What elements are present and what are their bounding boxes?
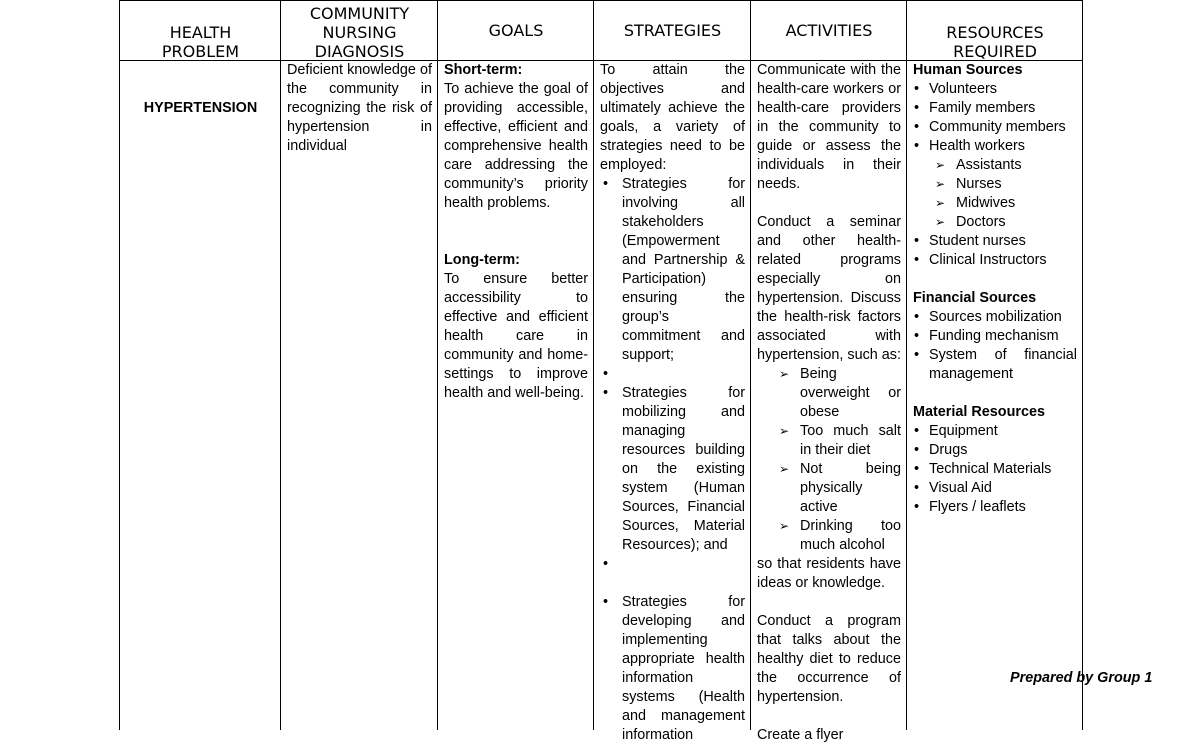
health-worker-item: ➢ Midwives bbox=[913, 194, 1077, 213]
header-text: ACTIVITIES bbox=[785, 21, 873, 40]
cell-goals bbox=[438, 61, 594, 403]
financial-sources-label: Financial Sources bbox=[913, 290, 1037, 306]
resource-item: • Sources mobilization bbox=[913, 308, 1077, 327]
cell-health-problem bbox=[120, 99, 281, 118]
resource-item: • Student nurses bbox=[913, 232, 1077, 251]
header-resources bbox=[907, 1, 1083, 60]
header-text: STRATEGIES bbox=[623, 21, 722, 40]
resource-item: • Family members bbox=[913, 99, 1077, 118]
long-term-label: Long-term: bbox=[444, 252, 520, 268]
header-activities bbox=[751, 1, 907, 60]
header-diagnosis bbox=[281, 1, 438, 60]
header-text: PROBLEM bbox=[161, 41, 240, 61]
risk-factor-item: ➢ Being overweight or obese bbox=[757, 365, 901, 422]
care-plan-table bbox=[119, 0, 1083, 743]
resource-item: • Equipment bbox=[913, 422, 1077, 441]
risk-factor-item: ➢ Drinking too much alcohol bbox=[757, 517, 901, 555]
resource-item: • Community members bbox=[913, 118, 1077, 137]
material-resources-label: Material Resources bbox=[913, 404, 1045, 420]
risk-factor-item: ➢ Too much salt in their diet bbox=[757, 422, 901, 460]
resource-item: • Funding mechanism bbox=[913, 327, 1077, 346]
diagnosis-text: Deficient knowledge of the community in recognizing the risk of hypertension in individual bbox=[287, 62, 432, 154]
resource-item: • Visual Aid bbox=[913, 479, 1077, 498]
spacer bbox=[600, 365, 745, 384]
strategy-item: • Strategies for involving all stakeholders (Empowerment and Partnership & Participation) ensuring the group’s commitment and support; bbox=[600, 175, 745, 365]
resource-item: • Clinical Instructors bbox=[913, 251, 1077, 270]
resource-item: • Flyers / leaflets bbox=[913, 498, 1077, 517]
long-term-text: To ensure better accessibility to effective and efficient health care in community and home-settings to improve health and well-being. bbox=[444, 271, 588, 401]
resource-item: • System of financial management bbox=[913, 346, 1077, 384]
resource-item: • Technical Materials bbox=[913, 460, 1077, 479]
activity-paragraph: Communicate with the health-care workers or health-care providers in the community to guide or assess the individuals in their needs. bbox=[757, 62, 901, 192]
cell-activities bbox=[751, 61, 907, 745]
activity-paragraph: Conduct a seminar and other health-related programs especially on hypertension. Discuss the health-risk factors associated with hypertension, such as: bbox=[757, 214, 901, 363]
activity-paragraph: Create a flyer bbox=[757, 727, 844, 743]
resource-item: • Drugs bbox=[913, 441, 1077, 460]
cell-diagnosis bbox=[281, 61, 438, 156]
cell-resources bbox=[907, 61, 1083, 517]
header-text: COMMUNITY bbox=[309, 4, 410, 23]
header-text: REQUIRED bbox=[953, 41, 1037, 61]
header-text: HEALTH bbox=[169, 22, 232, 42]
spacer bbox=[600, 555, 745, 593]
activity-paragraph: so that residents have ideas or knowledge. bbox=[757, 556, 901, 591]
header-text: NURSING bbox=[322, 23, 397, 42]
short-term-label: Short-term: bbox=[444, 62, 523, 78]
strategies-intro: To attain the objectives and ultimately achieve the goals, a variety of strategies need to be employed: bbox=[600, 62, 745, 173]
strategy-item: • Strategies for mobilizing and managing resources building on the existing system (Human Sources, Financial Sources, Material Resources); and bbox=[600, 384, 745, 555]
strategy-item: • Strategies for developing and implementing appropriate health information systems (Health and management information bbox=[600, 593, 745, 745]
header-text: DIAGNOSIS bbox=[314, 42, 405, 61]
header-goals bbox=[438, 1, 594, 60]
cell-strategies bbox=[594, 61, 751, 745]
header-text: RESOURCES bbox=[946, 22, 1044, 42]
resource-item: • Volunteers bbox=[913, 80, 1077, 99]
risk-factor-item: ➢ Not being physically active bbox=[757, 460, 901, 517]
activity-paragraph: Conduct a program that talks about the healthy diet to reduce the occurrence of hypertension. bbox=[757, 613, 901, 705]
human-sources-label: Human Sources bbox=[913, 62, 1023, 78]
resource-item: • Health workers bbox=[913, 137, 1077, 156]
health-problem-text: HYPERTENSION bbox=[143, 100, 258, 116]
health-worker-item: ➢ Assistants bbox=[913, 156, 1077, 175]
header-strategies bbox=[594, 1, 751, 60]
short-term-text: To achieve the goal of providing accessible, effective, efficient and comprehensive health care addressing the community’s priority health problems. bbox=[444, 81, 588, 211]
header-text: GOALS bbox=[488, 21, 544, 40]
prepared-by-footer: Prepared by Group 1 bbox=[1010, 670, 1153, 686]
health-worker-item: ➢ Nurses bbox=[913, 175, 1077, 194]
header-health-problem bbox=[120, 1, 281, 60]
health-worker-item: ➢ Doctors bbox=[913, 213, 1077, 232]
